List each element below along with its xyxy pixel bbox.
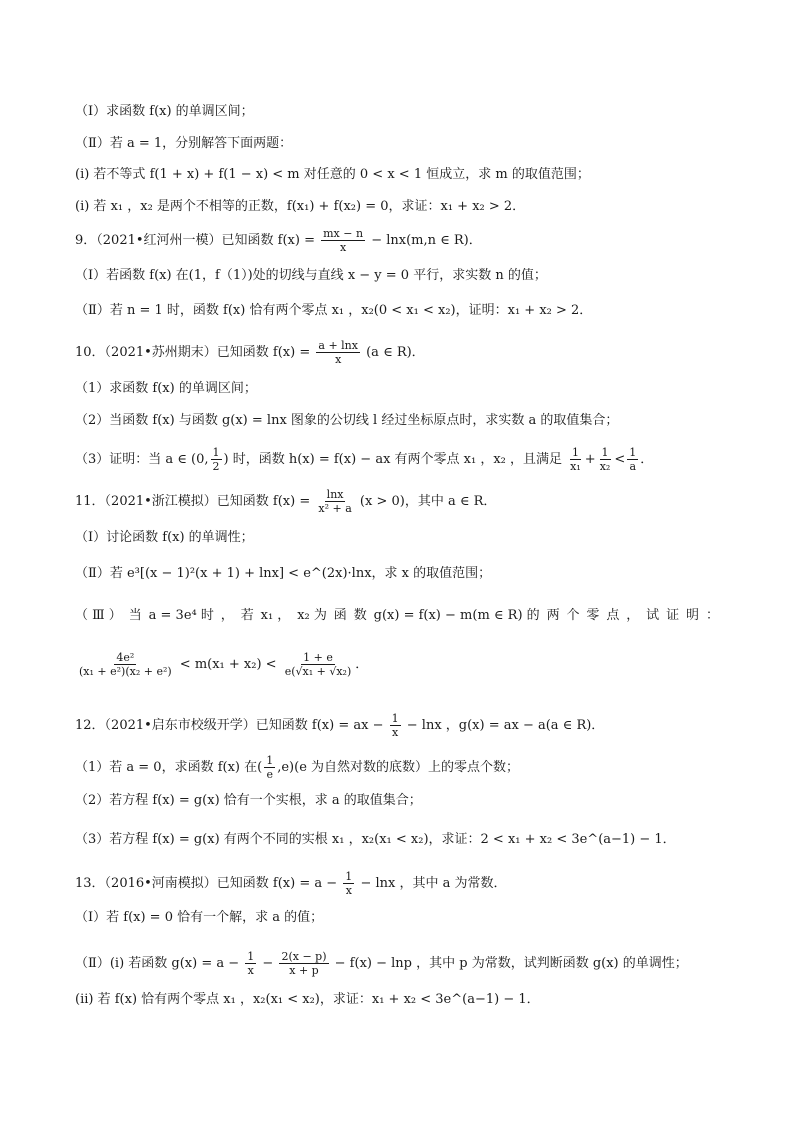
text-line: （3）若方程 f(x) = g(x) 有两个不同的实根 x₁ ，x₂(x₁ < x₂)，求证：2 < x₁ + x₂ < 3e^(a−1) − 1．	[75, 832, 676, 847]
problem-9-tail: − lnx(m,n ∈ R)．	[371, 233, 482, 248]
problem-10-header	[75, 339, 719, 366]
problem-13-header	[75, 870, 719, 897]
problem-10-tail: (a ∈ R)．	[366, 345, 425, 360]
fraction: $\frac{1}{2}$	[212, 446, 220, 473]
text-line: （Ⅰ）若 f(x) = 0 恰有一个解，求 a 的值；	[75, 910, 324, 925]
problem-9-head: 9．（2021•红河州一模）已知函数 f(x) =	[75, 233, 315, 248]
problem-11-header	[75, 488, 719, 515]
text-line: (i) 若 x₁ ，x₂ 是两个不相等的正数，f(x₁) + f(x₂) = 0，求证：x₁ + x₂ > 2．	[75, 199, 526, 214]
problem-11-head: 11．（2021•浙江模拟）已知函数 f(x) =	[75, 494, 311, 509]
fraction: $\frac{1}{a}$	[629, 446, 637, 473]
text-line: （Ⅰ）若函数 f(x) 在(1，f（1）)处的切线与直线 x − y = 0 平行，求实数 n 的值；	[75, 268, 547, 283]
text-line: （Ⅱ）若 e³[(x − 1)²(x + 1) + lnx] < e^(2x)·lnx，求 x 的取值范围；	[75, 566, 492, 581]
problem-12-tail: − lnx ，g(x) = ax − a(a ∈ R)．	[406, 718, 605, 733]
fraction: $\frac{mx - n}{x}$	[323, 227, 364, 254]
problem-11-tail: (x > 0)，其中 a ∈ R．	[359, 494, 497, 509]
problem-13-tail: − lnx ，其中 a 为常数．	[360, 876, 507, 891]
problem-12-header	[75, 712, 719, 739]
fraction: $\frac{a + \ln x}{x}$	[318, 339, 358, 366]
text-line-justified: （ Ⅲ ） 当 a = 3e⁴ 时 ， 若 x₁ ， x₂ 为 函 数 g(x) = f(x) − m(m ∈ R) 的 两 个 零 点 ， 试 证 明 ：	[75, 608, 719, 623]
problem-12-head: 12．（2021•启东市校级开学）已知函数 f(x) = ax −	[75, 718, 384, 733]
problem-10-head: 10．（2021•苏州期末）已知函数 f(x) =	[75, 345, 311, 360]
fraction: $\frac{1}{\text{x₁}}$	[570, 446, 581, 473]
text-line: （2）当函数 f(x) 与函数 g(x) = lnx 图象的公切线 l 经过坐标原点时，求实数 a 的取值集合；	[75, 413, 619, 428]
text-line: （2）若方程 f(x) = g(x) 恰有一个实根，求 a 的取值集合；	[75, 793, 422, 808]
fraction: $\frac{\ln x}{\text{x² + a}}$	[318, 488, 352, 515]
fraction: $\frac{1}{x}$	[247, 950, 255, 977]
text-line: （3）证明：当 a ∈ (0, $\frac{1}{2}$ ) 时，函数 h(x) = f(x) − ax 有两个零点 x₁ ，x₂ ，且满足 $\frac{1}{\text{x₁}}$ + $\frac{1}{\text{x₂}}$ < $\frac{1}{a}$ ．	[75, 446, 654, 473]
fraction: $\frac{1}{\text{x₂}}$	[599, 446, 611, 473]
fraction: $\frac{\text{4e²}}{\text{(x₁ + e²)(x₂ + e²)}}$	[79, 651, 172, 678]
text-line: （Ⅱ）(i) 若函数 g(x) = a − $\frac{1}{x}$ − $\frac{2(x - p)}{x + p}$ − f(x) − lnp ，其中 p 为常数，试判断函数 g(x) 的单调性；	[75, 950, 688, 977]
fraction: $\frac{1}{x}$	[391, 712, 399, 739]
problem-13-head: 13．（2016•河南模拟）已知函数 f(x) = a −	[75, 876, 338, 891]
text-line: (i) 若不等式 f(1 + x) + f(1 − x) < m 对任意的 0 < x < 1 恒成立，求 m 的取值范围；	[75, 167, 590, 182]
text-line: （Ⅰ）讨论函数 f(x) 的单调性；	[75, 530, 254, 545]
fraction: $\frac{1}{e}$	[266, 754, 274, 781]
text-line: （1）求函数 f(x) 的单调区间；	[75, 381, 257, 396]
fraction: $\frac{2(x - p)}{x + p}$	[281, 950, 327, 977]
text-line: （Ⅱ）若 a = 1，分别解答下面两题：	[75, 136, 293, 151]
problem-9-header	[75, 227, 719, 254]
text-line: （Ⅱ）若 n = 1 时，函数 f(x) 恰有两个零点 x₁ ，x₂(0 < x₁ < x₂)，证明：x₁ + x₂ > 2．	[75, 303, 593, 318]
text-line: （Ⅰ）求函数 f(x) 的单调区间；	[75, 104, 254, 119]
fraction: $\frac{1}{x}$	[345, 870, 353, 897]
fraction: $\frac{1 + e}{\text{e(√x₁ + √x₂)}}$	[284, 651, 352, 678]
text-line: （1）若 a = 0，求函数 f(x) 在( $\frac{1}{e}$ ,e)(e 为自然对数的底数）上的零点个数；	[75, 754, 520, 781]
text-line: (ii) 若 f(x) 恰有两个零点 x₁ ，x₂(x₁ < x₂)，求证：x₁ + x₂ < 3e^(a−1) − 1．	[75, 992, 540, 1007]
text-line: $\frac{\text{4e²}}{\text{(x₁ + e²)(x₂ + e²)}}$ < m(x₁ + x₂) < $\frac{1 + e}{\text{e(√x₁ + √x₂)}}$ ．	[79, 651, 369, 678]
